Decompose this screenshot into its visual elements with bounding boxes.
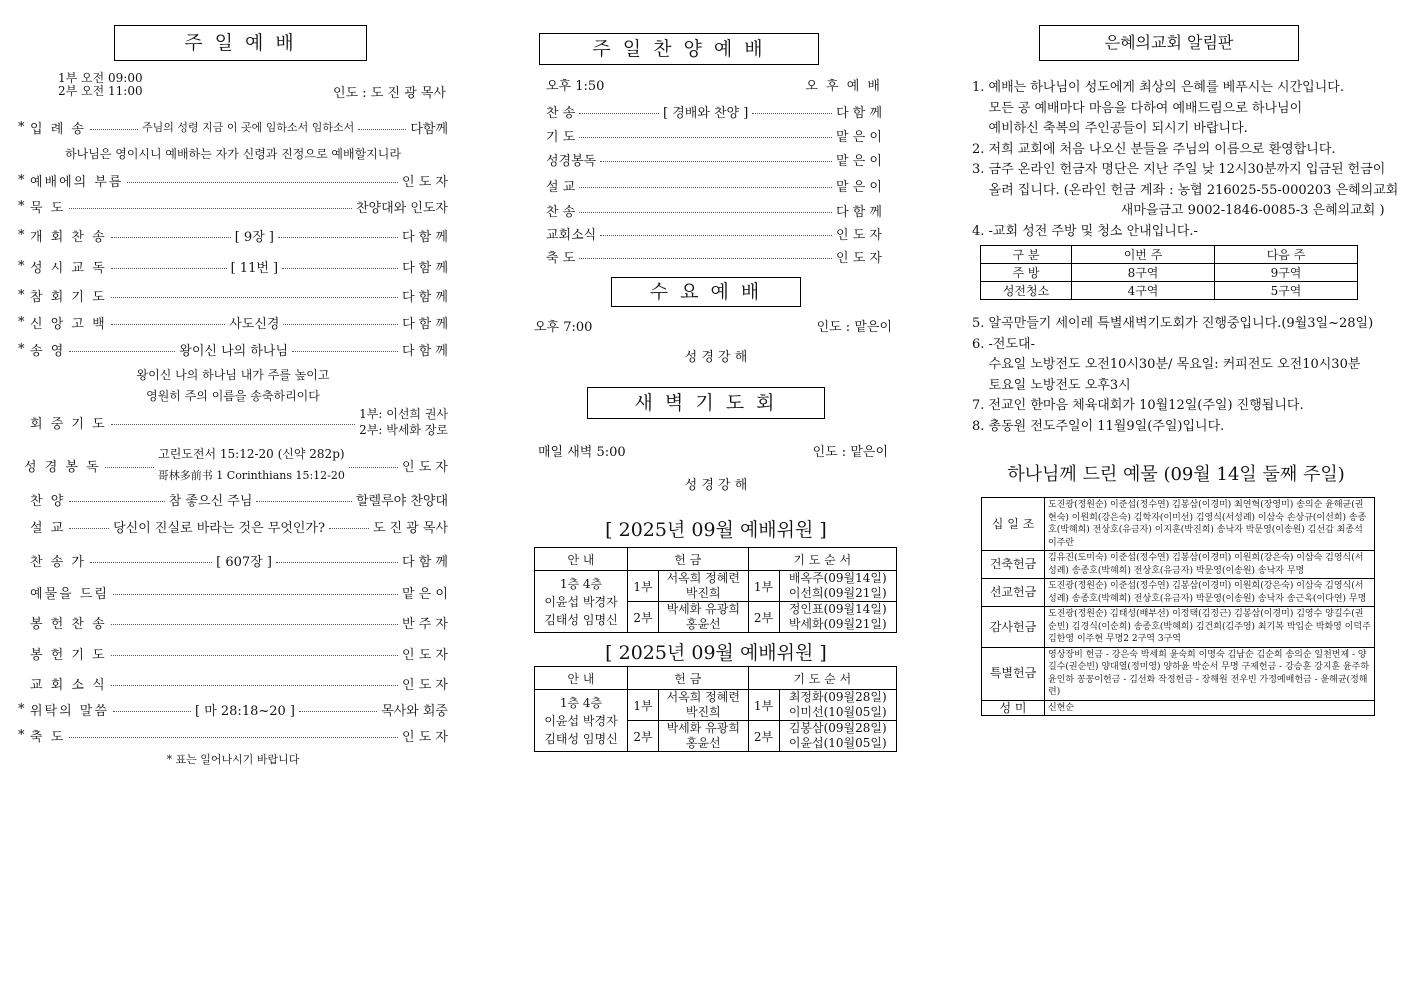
leader-dots [579, 212, 832, 213]
guide-line: 1층 4층 [559, 695, 603, 710]
order-right: 인 도 자 [402, 677, 448, 693]
leader-dots [600, 235, 832, 236]
praise-time-row [532, 75, 900, 93]
offering-row [982, 551, 1375, 579]
order-label: 교 회 소 식 [30, 677, 107, 693]
order-row [18, 286, 448, 304]
offering-row [982, 607, 1375, 648]
notice-list-2 [972, 314, 1380, 437]
order-row [18, 517, 448, 535]
praise-right: 인 도 자 [836, 227, 882, 243]
leader-dots [752, 113, 832, 114]
notice-line: 토요일 노방전도 오후3시 [972, 377, 1131, 393]
prayer-name: 최정화(09월28일) [788, 690, 887, 704]
roster-header-row [535, 548, 897, 571]
offering-part: 1부 [628, 690, 659, 721]
order-label: 입 례 송 [30, 121, 86, 137]
order-row [18, 583, 448, 601]
notice-line: 8. 총동원 전도주일이 11월9일(주일)입니다. [972, 418, 1225, 434]
leader-dots [283, 324, 398, 325]
reading-row [18, 447, 448, 482]
order-mark: * [18, 119, 25, 135]
offering-donors: 도진광(정원순) 이준섭(정수연) 김봉삼(이경미) 이원희(강은숙) 이삼숙 김영식(서성례) 송종호(박혜희) 전상호(유금자) 박문영(이송원) 송낙자 송근옥(이다연) 무명 [1045, 579, 1375, 607]
order-middle: 당신이 진실로 바라는 것은 무엇인가? [113, 520, 325, 536]
praise-label: 찬 송 [546, 204, 576, 220]
order-right: 다 함 께 [402, 229, 448, 245]
order-middle: [ 9장 ] [234, 229, 274, 245]
order-mark: * [18, 727, 25, 743]
offering-category: 십 일 조 [982, 498, 1045, 551]
order-middle: 사도신경 [229, 316, 280, 332]
service-times [58, 72, 143, 98]
offering-row [982, 498, 1375, 551]
leader-dots [282, 268, 398, 269]
notice-board-title: 은혜의교회 알림판 [1039, 25, 1299, 61]
prayer-names [779, 571, 897, 602]
song-line-1: 왕이신 나의 하나님 내가 주를 높이고 [136, 368, 330, 382]
offering-row [982, 647, 1375, 700]
offering-category: 선교헌금 [982, 579, 1045, 607]
order-right: 인 도 자 [402, 647, 448, 663]
leader-dots [111, 237, 231, 238]
leader-dots [113, 594, 398, 595]
order-row [18, 197, 448, 215]
roster-header: 안 내 [535, 548, 628, 571]
order-mark: * [18, 227, 25, 243]
offering-category: 특별헌금 [982, 647, 1045, 700]
prayer-leaders [359, 406, 448, 438]
prayer-names [779, 602, 897, 633]
guide-line: 이윤섭 박경자 [544, 713, 618, 728]
dawn-time: 매일 새벽 5:00 [538, 444, 626, 460]
praise-row [532, 224, 900, 242]
order-right: 다 함 께 [402, 343, 448, 359]
prayer-part: 2부 [748, 721, 779, 752]
order-right: 도 진 광 목사 [372, 520, 448, 536]
dawn-leader: 인도 : 맡은이 [812, 444, 888, 460]
leader-dots [69, 351, 175, 352]
leader-dots [111, 424, 356, 425]
service-time-2: 2부 오전 11:00 [58, 84, 143, 98]
order-right: 다 함 께 [402, 289, 448, 305]
offering-name: 홍윤선 [685, 736, 721, 750]
order-mark: * [18, 287, 25, 303]
cleaning-table [980, 245, 1358, 300]
order-right: 찬양대와 인도자 [355, 200, 448, 216]
order-row [18, 144, 448, 162]
order-row [18, 644, 448, 662]
leader-dots [111, 297, 398, 298]
cleaning-row [981, 282, 1358, 300]
cleaning-cell: 9구역 [1215, 264, 1358, 282]
roster-guide [535, 690, 628, 752]
order-row [18, 674, 448, 692]
offering-name: 서옥희 정혜련 [666, 571, 740, 585]
praise-row [532, 102, 900, 120]
order-right: 인 도 자 [402, 174, 448, 190]
praise-row [532, 201, 900, 219]
service-time-1: 1부 오전 09:00 [58, 71, 143, 85]
footnote: * 표는 일어나시기 바랍니다 [166, 753, 300, 766]
prayer-name: 김봉삼(09월28일) [788, 721, 887, 735]
order-label: 예물을 드림 [30, 586, 109, 602]
leader-dots [579, 137, 832, 138]
praise-time: 오후 1:50 [546, 78, 605, 94]
notice-line: 7. 전교인 한마음 체육대회가 10월12일(주일) 진행됩니다. [972, 398, 1304, 413]
reading-passage [158, 443, 345, 487]
praise-right: 다 함 께 [836, 105, 883, 121]
wednesday-time: 오후 7:00 [534, 319, 593, 335]
roster2-title: [ 2025년 09월 예배위원 ] [605, 642, 827, 664]
dawn-prayer-title: 새 벽 기 도 회 [587, 387, 825, 419]
leader-dots [69, 208, 352, 209]
order-mark: * [18, 341, 25, 357]
offering-names [659, 571, 749, 602]
cleaning-cell: 성전청소 [981, 282, 1072, 300]
leader-dots [69, 528, 109, 529]
roster-header-row [535, 667, 897, 690]
offering-names [659, 721, 749, 752]
prayer-names [779, 721, 897, 752]
praise-label: 교회소식 [546, 227, 597, 243]
cleaning-header: 다음 주 [1215, 246, 1358, 264]
order-label: 예배에의 부름 [30, 174, 124, 190]
order-label: 송 영 [30, 343, 66, 359]
leader-dots [69, 501, 165, 502]
notice-line: 5. 알곡만들기 세이레 특별새벽기도회가 진행중입니다.(9월3일~28일) [972, 316, 1374, 331]
order-row [18, 257, 448, 275]
roster-header: 헌 금 [628, 667, 749, 690]
offering-names [659, 690, 749, 721]
order-row [18, 118, 448, 136]
leader-dots [90, 129, 138, 130]
guide-line: 김태성 임명신 [544, 612, 618, 627]
wednesday-sermon: 성 경 강 해 [684, 350, 748, 365]
leader-dots [111, 685, 398, 686]
leader-dots [256, 501, 352, 502]
leader-dots [111, 655, 398, 656]
roster-header: 기 도 순 서 [748, 548, 897, 571]
order-right: 반 주 자 [402, 616, 448, 632]
notice-line: 6. -전도대- [972, 336, 1035, 352]
dawn-sermon: 성 경 강 해 [684, 478, 748, 493]
praise-label: 찬 송 [546, 105, 576, 121]
prayer-part: 2부 [748, 602, 779, 633]
leader-dots [111, 324, 226, 325]
offering-part: 2부 [628, 721, 659, 752]
notice-line: 올려 집니다. (온라인 헌금 계좌 : 농협 216025-55-000203 은혜의교회 [972, 182, 1399, 198]
cleaning-cell: 주 방 [981, 264, 1072, 282]
order-label: 찬 양 [30, 493, 66, 509]
praise-row [532, 150, 900, 168]
praise-right: 맡 은 이 [836, 179, 882, 195]
order-row [18, 726, 448, 744]
order-middle: [ 마 28:18~20 ] [195, 703, 295, 719]
leader-dots [105, 467, 154, 468]
order-right: 다함께 [410, 121, 449, 137]
roster-header: 헌 금 [628, 548, 749, 571]
praise-label: 기 도 [546, 129, 576, 145]
leader-dots [579, 113, 659, 114]
cleaning-header-row [981, 246, 1358, 264]
order-label: 위탁의 말씀 [30, 703, 109, 719]
cleaning-cell: 5구역 [1215, 282, 1358, 300]
order-row [18, 171, 448, 189]
notice-line: 수요일 노방전도 오전10시30분/ 목요일: 커피전도 오전10시30분 [972, 357, 1361, 372]
notice-line: 모든 공 예배마다 마음을 다하여 예배드림으로 하나님이 [972, 100, 1303, 116]
cleaning-cell: 4구역 [1072, 282, 1215, 300]
order-row [18, 340, 448, 358]
offering-name: 박진희 [685, 705, 721, 719]
order-right: 맡 은 이 [402, 586, 448, 602]
song-line-2: 영원히 주의 이름을 송축하리이다 [146, 389, 320, 403]
offering-part: 1부 [628, 571, 659, 602]
reading-label: 성 경 봉 독 [24, 459, 101, 475]
guide-line: 1층 4층 [559, 576, 603, 591]
order-label: 성 시 교 독 [30, 260, 107, 276]
leader-dots [358, 129, 406, 130]
roster-header: 안 내 [535, 667, 628, 690]
order-label: 축 도 [30, 729, 66, 745]
leader-dots [111, 624, 398, 625]
leader-dots [278, 237, 398, 238]
offering-row [982, 579, 1375, 607]
notice-line: 1. 예배는 하나님이 성도에게 최상의 은혜를 베푸시는 시간입니다. [972, 80, 1344, 95]
order-mark: * [18, 701, 25, 717]
order-middle: [ 607장 ] [216, 554, 272, 570]
order-middle: 참 좋으신 주님 [168, 493, 253, 509]
offering-name: 박세화 유광희 [666, 602, 740, 616]
leader-dots [276, 562, 398, 563]
wednesday-worship-title: 수 요 예 배 [611, 277, 801, 307]
dawn-time-row [532, 441, 900, 459]
order-row [18, 700, 448, 718]
prayer-names [779, 690, 897, 721]
prayer-name: 이선희(09월21일) [788, 586, 887, 600]
offering-title: 하나님께 드린 예물 (09월 14일 둘째 주일) [1007, 464, 1345, 485]
offering-name: 박세화 유광희 [666, 721, 740, 735]
order-row [18, 490, 448, 508]
order-right: 다 함 께 [402, 260, 449, 276]
offering-donors: 도진광(정원순) 김태성(배부선) 이정택(김정근) 김봉삼(이경미) 김영수 양길수(권순빈) 김경식(이순희) 송종호(박혜희) 김건희(김주영) 최기복 박입순 박화영 이덕주 김한영 이주현 무명2 2구역 3구역 [1045, 607, 1375, 648]
prayer-name: 이윤섭(10월05일) [788, 736, 887, 750]
leader-dots [579, 258, 832, 259]
leader-dots [292, 351, 398, 352]
order-middle: 주님의 성령 지금 이 곳에 임하소서 임하소서 [142, 121, 355, 134]
offering-category: 건축헌금 [982, 551, 1045, 579]
order-row [18, 313, 448, 331]
leader-dots [600, 161, 832, 162]
offering-category: 성 미 [982, 700, 1045, 716]
offering-row [982, 700, 1375, 716]
offering-donors: 김유진(도미숙) 이준섭(정수연) 김봉삼(이경미) 이원희(강은숙) 이삼숙 김영식(서성례) 송종호(박혜희) 전상호(유금자) 박문영(이송원) 송낙자 무명 [1045, 551, 1375, 579]
roster1-table [534, 547, 897, 633]
roster-header: 기 도 순 서 [748, 667, 897, 690]
order-label: 참 회 기 도 [30, 289, 107, 305]
roster2-table [534, 666, 897, 752]
offering-name: 박진희 [685, 586, 721, 600]
leader-dots [113, 711, 191, 712]
praise-right: 다 함 께 [836, 204, 882, 220]
prayer-leader-1: 1부: 이선희 권사 [359, 407, 448, 421]
praise-row [532, 126, 900, 144]
order-mark: * [18, 258, 25, 274]
offering-table [981, 497, 1375, 716]
sunday-worship-title: 주 일 예 배 [114, 25, 367, 61]
cleaning-header: 이번 주 [1072, 246, 1215, 264]
praise-row [532, 176, 900, 194]
praise-row [532, 247, 900, 265]
reading-leader: 인 도 자 [402, 459, 448, 475]
order-right: 다 함 께 [402, 554, 448, 570]
praise-right: 인 도 자 [836, 250, 882, 266]
roster1-title: [ 2025년 09월 예배위원 ] [605, 519, 827, 541]
praise-label: 설 교 [546, 179, 576, 195]
notice-list-1 [972, 78, 1399, 242]
roster-row [535, 571, 897, 602]
cleaning-row [981, 264, 1358, 282]
order-label: 봉 헌 기 도 [30, 647, 107, 663]
order-text: 하나님은 영이시니 예배하는 자가 신령과 진정으로 예배할지니라 [65, 146, 401, 161]
prayer-part: 1부 [748, 690, 779, 721]
order-right: 인 도 자 [402, 729, 448, 745]
roster-row [535, 690, 897, 721]
notice-line: 3. 금주 온라인 헌금자 명단은 지난 주일 낮 12시30분까지 입금된 헌금이 [972, 162, 1386, 177]
order-label: 묵 도 [30, 200, 66, 216]
praise-right: 맡 은 이 [836, 129, 882, 145]
guide-line: 김태성 임명신 [544, 731, 618, 746]
leader-dots [329, 528, 369, 529]
offering-category: 감사헌금 [982, 607, 1045, 648]
prayer-row [18, 407, 448, 437]
order-right: 다 함 께 [402, 316, 449, 332]
offering-donors: 영상장비 헌금 - 강은숙 박세희 윤숙희 이명숙 김남순 김순희 송의순 일천번제 - 양길수(권순빈) 양대열(정미영) 양하윤 박순서 무명 구제헌금 - 강승훈 강지훈 윤주하 윤인하 꽁꽁이헌금 - 김선화 작정헌금 - 장해원 전우빈 가정예배헌금 - 윤해균(정해련) [1045, 647, 1375, 700]
cleaning-header: 구 분 [981, 246, 1072, 264]
worship-leader: 인도 : 도 진 광 목사 [333, 86, 446, 101]
leader-dots [111, 268, 227, 269]
praise-right: 맡 은 이 [836, 153, 882, 169]
prayer-name: 정인표(09월14일) [788, 602, 887, 616]
guide-line: 이윤섭 박경자 [544, 594, 618, 609]
order-row [18, 613, 448, 631]
praise-leader: 오 후 예 배 [805, 78, 882, 94]
offering-names [659, 602, 749, 633]
order-mark: * [18, 198, 25, 214]
notice-line: 예비하신 축복의 주인공들이 되시기 바랍니다. [972, 121, 1248, 136]
praise-middle: [ 경배와 찬양 ] [662, 105, 749, 121]
order-label: 찬 송 가 [30, 554, 86, 570]
order-row [18, 226, 448, 244]
wednesday-leader: 인도 : 맡은이 [816, 319, 892, 335]
prayer-name: 박세화(09월21일) [788, 617, 887, 631]
reading-main: 고린도전서 15:12-20 (신약 282p) [158, 447, 345, 461]
notice-line: 2. 저희 교회에 처음 나오신 분들을 주님의 이름으로 환영합니다. [972, 141, 1336, 157]
leader-dots [69, 737, 398, 738]
prayer-name: 이미선(10월05일) [788, 705, 887, 719]
offering-part: 2부 [628, 602, 659, 633]
leader-dots [127, 182, 398, 183]
order-label: 설 교 [30, 520, 66, 536]
order-right: 목사와 회중 [381, 703, 448, 719]
notice-line: 4. -교회 성전 주방 및 청소 안내입니다.- [972, 223, 1198, 239]
order-label: 봉 헌 찬 송 [30, 616, 107, 632]
praise-label: 축 도 [546, 250, 576, 266]
prayer-name: 배옥주(09월14일) [788, 571, 887, 585]
order-right: 할렐루야 찬양대 [355, 493, 449, 509]
cleaning-cell: 8구역 [1072, 264, 1215, 282]
order-label: 신 앙 고 백 [30, 316, 107, 332]
offering-name: 서옥희 정혜련 [666, 690, 740, 704]
offering-donors: 신현순 [1045, 700, 1375, 716]
leader-dots [579, 187, 832, 188]
praise-label: 성경봉독 [546, 153, 597, 169]
leader-dots [90, 562, 212, 563]
prayer-part: 1부 [748, 571, 779, 602]
order-middle: [ 11번 ] [230, 260, 279, 276]
offering-name: 홍윤선 [685, 617, 721, 631]
leader-dots [299, 711, 377, 712]
notice-line: 새마을금고 9002-1846-0085-3 은혜의교회 ) [972, 203, 1385, 218]
reading-sub: 哥林多前书 1 Corinthians 15:12-20 [157, 469, 345, 482]
leader-dots [349, 467, 398, 468]
order-label: 개 회 찬 송 [30, 229, 107, 245]
offering-donors: 도진광(정원순) 이준섭(정수연) 김봉삼(이경미) 최연혁(장영미) 송의순 윤해균(권현숙) 이원희(강은숙) 김학자(이미선) 김영식(서성례) 이삼숙 손상규(이선희) 송종호(박혜희) 전상호(유금자) 이지훈(박진희) 송낙자 박문영(이송원) 김선갑 최종석 이주란 [1045, 498, 1375, 551]
order-mark: * [18, 314, 25, 330]
prayer-leader-2: 2부: 박세화 장로 [359, 423, 448, 437]
order-row [18, 551, 448, 569]
order-middle: 왕이신 나의 하나님 [179, 343, 289, 359]
order-mark: * [18, 172, 25, 188]
roster-guide [535, 571, 628, 633]
prayer-label: 회 중 기 도 [30, 416, 107, 432]
praise-worship-title: 주 일 찬 양 예 배 [539, 33, 819, 65]
wednesday-time-row [532, 316, 900, 334]
